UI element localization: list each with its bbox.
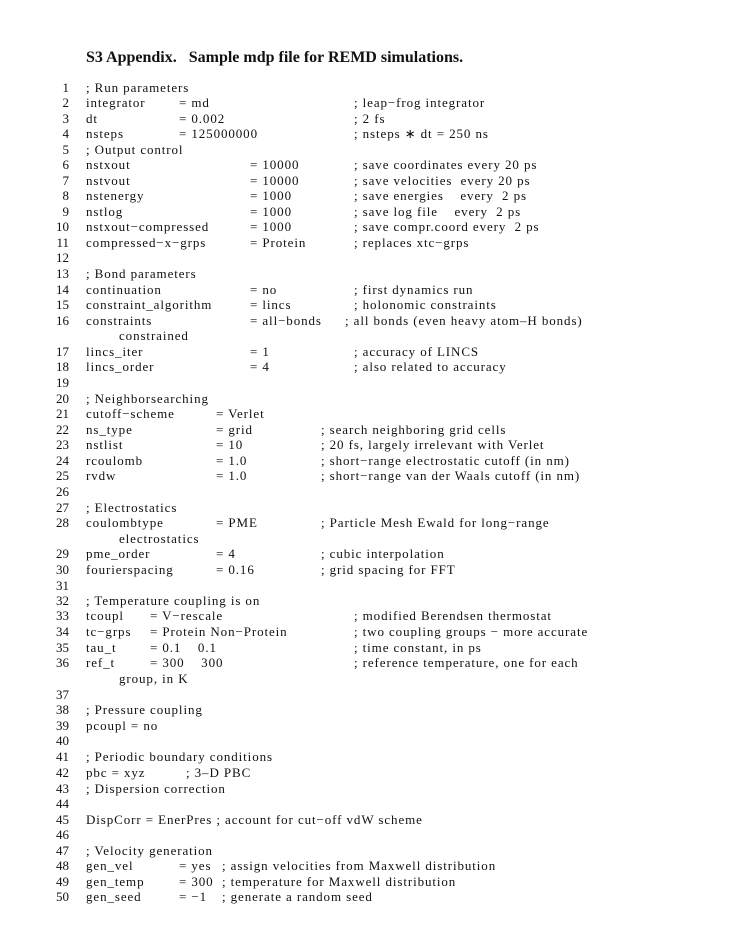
code-continuation: constrained [119,328,189,343]
code-value: = 10000 [250,173,300,188]
page-title: S3 Appendix. Sample mdp file for REMD simulations. [86,49,464,66]
line-number: 40 [56,733,69,748]
code-comment: ; save coordinates every 20 ps [354,157,538,172]
code-key: gen_seed [86,889,142,904]
code-comment: ; save compr.coord every 2 ps [354,219,540,234]
line-number: 1 [62,80,69,95]
line-number: 38 [56,702,69,717]
code-key: dt [86,111,98,126]
line-number: 18 [56,359,69,374]
code-text: ; Periodic boundary conditions [86,749,273,764]
line-number: 43 [56,781,69,796]
code-value: = lincs [250,297,292,312]
code-comment: ; generate a random seed [222,889,373,904]
code-comment: ; first dynamics run [354,282,474,297]
code-comment: ; holonomic constraints [354,297,497,312]
code-key: ref_t [86,655,116,670]
code-comment: ; short−range van der Waals cutoff (in nm) [321,468,581,483]
code-key: pme_order [86,546,151,561]
code-comment: ; 2 fs [354,111,386,126]
code-key: ns_type [86,422,133,437]
line-number: 6 [62,157,69,172]
code-value: = 1.0 [216,468,248,483]
code-value: = 125000000 [179,126,258,141]
line-number: 48 [56,858,69,873]
code-comment: ; 3–D PBC [186,765,252,780]
line-number: 10 [56,219,69,234]
code-key: tc−grps [86,624,132,639]
code-value: = PME [216,515,258,530]
line-number: 31 [56,578,69,593]
code-value: = 1 [250,344,270,359]
line-number: 37 [56,687,69,702]
line-number: 36 [56,655,69,670]
code-value: = 4 [250,359,270,374]
line-number: 42 [56,765,69,780]
code-comment: ; 20 fs, largely irrelevant with Verlet [321,437,545,452]
code-value: = 1000 [250,204,292,219]
line-number: 24 [56,453,69,468]
line-number: 19 [56,375,69,390]
code-comment: ; leap−frog integrator [354,95,486,110]
line-number: 15 [56,297,69,312]
line-number: 16 [56,313,69,328]
code-key: lincs_iter [86,344,144,359]
code-key: tcoupl [86,608,124,623]
code-comment: ; all bonds (even heavy atom–H bonds) [345,313,583,328]
line-number: 44 [56,796,69,811]
code-key: tau_t [86,640,117,655]
code-value: = yes [179,858,212,873]
code-key: integrator [86,95,146,110]
line-number: 22 [56,422,69,437]
code-comment: ; save energies every 2 ps [354,188,527,203]
code-text: ; Dispersion correction [86,781,226,796]
line-number: 34 [56,624,69,639]
code-key: cutoff−scheme [86,406,175,421]
line-number: 28 [56,515,69,530]
line-number: 2 [62,95,69,110]
code-comment: ; also related to accuracy [354,359,507,374]
line-number: 29 [56,546,69,561]
code-value: = all−bonds [250,313,322,328]
code-comment: ; save velocities every 20 ps [354,173,531,188]
code-key: nstxout [86,157,131,172]
code-value: = 10000 [250,157,300,172]
line-number: 33 [56,608,69,623]
line-number: 11 [56,235,69,250]
code-value: = Protein [250,235,307,250]
line-number: 35 [56,640,69,655]
code-value: = md [179,95,210,110]
line-number: 13 [56,266,69,281]
code-value: = 0.16 [216,562,255,577]
line-number: 32 [56,593,69,608]
line-number: 47 [56,843,69,858]
code-key: nstvout [86,173,131,188]
code-comment: ; modified Berendsen thermostat [354,608,552,623]
code-comment: ; cubic interpolation [321,546,445,561]
line-number: 27 [56,500,69,515]
code-key: coulombtype [86,515,164,530]
line-number: 26 [56,484,69,499]
code-text: ; Electrostatics [86,500,178,515]
code-comment: ; grid spacing for FFT [321,562,456,577]
code-text: pcoupl = no [86,718,159,733]
code-continuation: electrostatics [119,531,200,546]
code-key: fourierspacing [86,562,174,577]
line-number: 5 [62,142,69,157]
code-text: ; Output control [86,142,184,157]
code-value: = 1000 [250,188,292,203]
code-value: = 0.1 0.1 [150,640,217,655]
code-comment: ; short−range electrostatic cutoff (in nm) [321,453,570,468]
code-key: constraint_algorithm [86,297,213,312]
code-value: = 0.002 [179,111,226,126]
code-key: compressed−x−grps [86,235,207,250]
line-number: 7 [62,173,69,188]
line-number: 21 [56,406,69,421]
code-comment: ; assign velocities from Maxwell distribution [222,858,497,873]
line-number: 23 [56,437,69,452]
code-comment: ; accuracy of LINCS [354,344,480,359]
line-number: 49 [56,874,69,889]
line-number: 20 [56,391,69,406]
code-comment: ; replaces xtc−grps [354,235,470,250]
line-number: 46 [56,827,69,842]
code-text: ; Pressure coupling [86,702,203,717]
code-value: = 1000 [250,219,292,234]
code-value: = Verlet [216,406,265,421]
line-number: 12 [56,250,69,265]
line-number: 4 [62,126,69,141]
line-number: 25 [56,468,69,483]
line-number: 9 [62,204,69,219]
code-text: ; Neighborsearching [86,391,209,406]
line-number: 14 [56,282,69,297]
code-comment: ; time constant, in ps [354,640,482,655]
code-comment: ; Particle Mesh Ewald for long−range [321,515,550,530]
code-comment: ; save log file every 2 ps [354,204,522,219]
code-text: ; Temperature coupling is on [86,593,261,608]
line-number: 17 [56,344,69,359]
code-value: = 300 [179,874,214,889]
code-value: = 1.0 [216,453,248,468]
code-key: gen_vel [86,858,134,873]
code-text: DispCorr = EnerPres ; account for cut−off vdW scheme [86,812,423,827]
code-value: = 300 300 [150,655,224,670]
code-text: ; Run parameters [86,80,190,95]
code-comment: ; reference temperature, one for each [354,655,579,670]
code-comment: ; two coupling groups − more accurate [354,624,589,639]
code-text: ; Bond parameters [86,266,197,281]
code-key: nstlog [86,204,124,219]
code-value: = 4 [216,546,236,561]
code-key: constraints [86,313,153,328]
line-number: 3 [62,111,69,126]
code-key: gen_temp [86,874,145,889]
code-value: = grid [216,422,253,437]
code-value: = 10 [216,437,244,452]
line-number: 45 [56,812,69,827]
code-key: rcoulomb [86,453,144,468]
code-key: nsteps [86,126,124,141]
code-value: = V−rescale [150,608,224,623]
line-number: 41 [56,749,69,764]
code-key: rvdw [86,468,117,483]
code-key: nstlist [86,437,124,452]
code-comment: ; temperature for Maxwell distribution [222,874,457,889]
code-comment: ; search neighboring grid cells [321,422,507,437]
code-key: lincs_order [86,359,155,374]
code-key: continuation [86,282,162,297]
line-number: 50 [56,889,69,904]
line-number: 39 [56,718,69,733]
code-value: = no [250,282,278,297]
code-value: = Protein Non−Protein [150,624,288,639]
line-number: 30 [56,562,69,577]
code-comment: ; nsteps ∗ dt = 250 ns [354,126,489,141]
code-continuation: group, in K [119,671,189,686]
code-text: ; Velocity generation [86,843,213,858]
line-number: 8 [62,188,69,203]
code-key: nstxout−compressed [86,219,210,234]
code-value: = −1 [179,889,208,904]
code-key: pbc = xyz [86,765,146,780]
code-key: nstenergy [86,188,145,203]
